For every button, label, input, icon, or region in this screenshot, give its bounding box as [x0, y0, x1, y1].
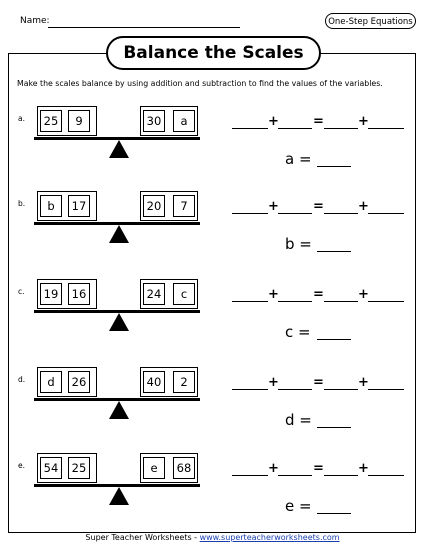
- name-line[interactable]: [48, 27, 240, 28]
- plus-sign: +: [358, 461, 369, 476]
- weight-box: 24: [143, 283, 165, 305]
- blank-1[interactable]: [232, 389, 268, 390]
- blank-4[interactable]: [368, 389, 404, 390]
- problem-label: c.: [18, 287, 25, 296]
- problem-label: b.: [18, 199, 26, 208]
- weight-box: 2: [173, 371, 195, 393]
- blank-3[interactable]: [324, 301, 358, 302]
- fulcrum-triangle: [109, 225, 129, 243]
- weight-box: d: [40, 371, 62, 393]
- footer-text: Super Teacher Worksheets -: [85, 533, 200, 542]
- weight-box: 16: [68, 283, 90, 305]
- blank-2[interactable]: [278, 128, 312, 129]
- weight-box: 19: [40, 283, 62, 305]
- answer-label: d =: [285, 411, 312, 429]
- blank-4[interactable]: [368, 128, 404, 129]
- answer-label: e =: [285, 497, 312, 515]
- problem-d: [0, 371, 425, 461]
- weight-box: 25: [40, 110, 62, 132]
- problem-label: a.: [18, 114, 25, 123]
- weight-box: 40: [143, 371, 165, 393]
- blank-1[interactable]: [232, 213, 268, 214]
- blank-4[interactable]: [368, 475, 404, 476]
- answer-blank[interactable]: [317, 427, 351, 428]
- weight-box: 25: [68, 457, 90, 479]
- plus-sign: +: [268, 461, 279, 476]
- weight-box: 30: [143, 110, 165, 132]
- answer-blank[interactable]: [317, 513, 351, 514]
- plus-sign: +: [358, 375, 369, 390]
- equals-sign: =: [313, 375, 324, 390]
- weight-box: c: [173, 283, 195, 305]
- equals-sign: =: [313, 199, 324, 214]
- blank-3[interactable]: [324, 475, 358, 476]
- footer: [0, 533, 425, 542]
- weight-box: b: [40, 195, 62, 217]
- blank-1[interactable]: [232, 301, 268, 302]
- fulcrum-triangle: [109, 401, 129, 419]
- plus-sign: +: [268, 199, 279, 214]
- blank-3[interactable]: [324, 389, 358, 390]
- answer-label: c =: [285, 323, 311, 341]
- fulcrum-triangle: [109, 487, 129, 505]
- plus-sign: +: [268, 287, 279, 302]
- weight-box: 7: [173, 195, 195, 217]
- weight-box: e: [143, 457, 165, 479]
- blank-2[interactable]: [278, 475, 312, 476]
- fulcrum-triangle: [109, 140, 129, 158]
- blank-3[interactable]: [324, 128, 358, 129]
- weight-box: 54: [40, 457, 62, 479]
- plus-sign: +: [358, 287, 369, 302]
- weight-box: 17: [68, 195, 90, 217]
- equals-sign: =: [313, 287, 324, 302]
- blank-2[interactable]: [278, 213, 312, 214]
- topic-badge: One-Step Equations: [325, 13, 416, 29]
- blank-2[interactable]: [278, 389, 312, 390]
- name-label: Name:: [20, 16, 50, 26]
- equals-sign: =: [313, 461, 324, 476]
- blank-4[interactable]: [368, 213, 404, 214]
- problem-label: e.: [18, 461, 25, 470]
- answer-label: b =: [285, 235, 312, 253]
- plus-sign: +: [358, 114, 369, 129]
- blank-4[interactable]: [368, 301, 404, 302]
- weight-box: a: [173, 110, 195, 132]
- blank-1[interactable]: [232, 475, 268, 476]
- answer-blank[interactable]: [317, 339, 351, 340]
- answer-blank[interactable]: [317, 166, 351, 167]
- blank-3[interactable]: [324, 213, 358, 214]
- plus-sign: +: [358, 199, 369, 214]
- weight-box: 9: [68, 110, 90, 132]
- weight-box: 68: [173, 457, 195, 479]
- page-title: Balance the Scales: [106, 36, 321, 70]
- weight-box: 26: [68, 371, 90, 393]
- answer-label: a =: [285, 150, 312, 168]
- plus-sign: +: [268, 375, 279, 390]
- blank-1[interactable]: [232, 128, 268, 129]
- equals-sign: =: [313, 114, 324, 129]
- problem-a: [0, 110, 425, 200]
- problem-label: d.: [18, 375, 26, 384]
- blank-2[interactable]: [278, 301, 312, 302]
- fulcrum-triangle: [109, 313, 129, 331]
- weight-box: 20: [143, 195, 165, 217]
- plus-sign: +: [268, 114, 279, 129]
- answer-blank[interactable]: [317, 251, 351, 252]
- footer-link[interactable]: www.superteacherworksheets.com: [199, 533, 340, 542]
- problem-b: [0, 195, 425, 285]
- problem-c: [0, 283, 425, 373]
- instructions: Make the scales balance by using addition and subtraction to find the values of the variables.: [17, 79, 383, 88]
